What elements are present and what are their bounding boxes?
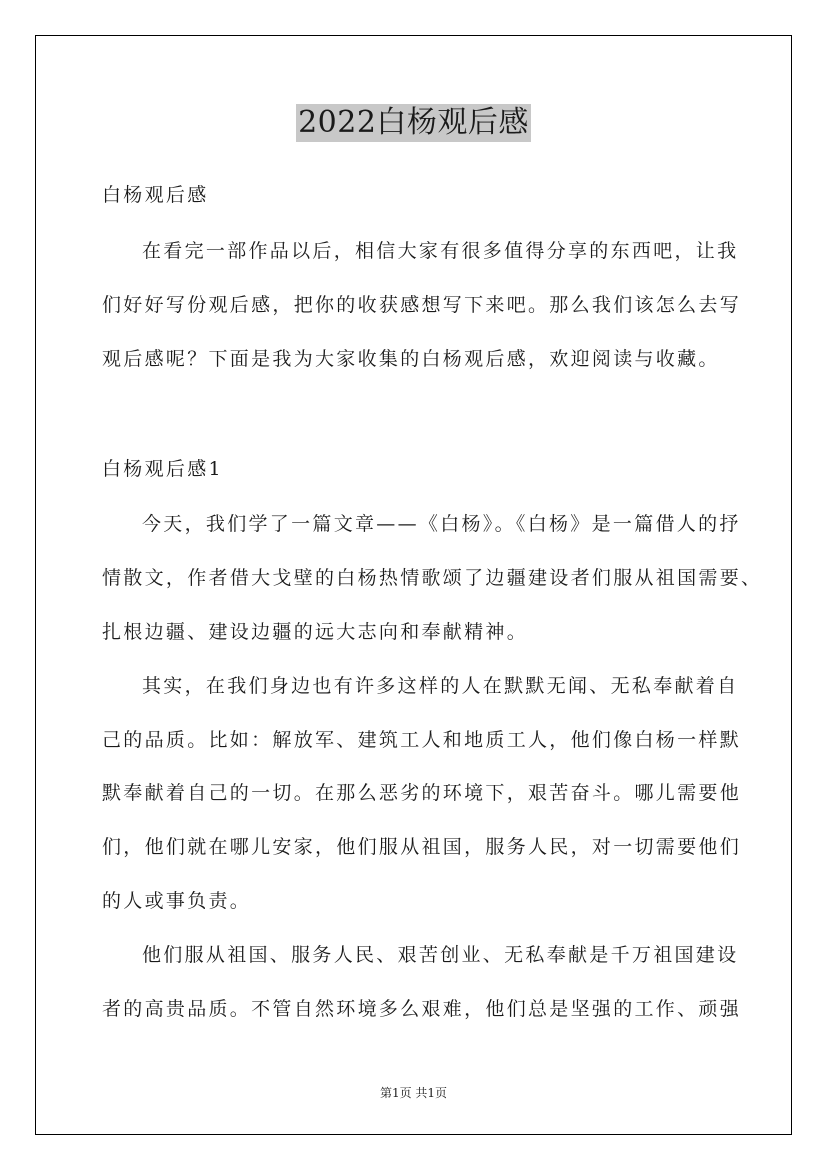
- section-heading: 白杨观后感1: [102, 458, 223, 480]
- page-footer: 第1页 共1页: [379, 1086, 448, 1100]
- document-title: 2022白杨观后感: [298, 105, 529, 140]
- intro-line: 观后感呢？下面是我为大家收集的白杨观后感，欢迎阅读与收藏。: [102, 348, 720, 370]
- title-container: [0, 104, 827, 142]
- body-line: 今天，我们学了一篇文章——《白杨》。《白杨》是一篇借人的抒: [142, 513, 741, 535]
- body-line: 其实，在我们身边也有许多这样的人在默默无闻、无私奉献着自: [142, 675, 739, 697]
- body-line: 默奉献着自己的一切。在那么恶劣的环境下，艰苦奋斗。哪儿需要他: [102, 782, 742, 804]
- intro-line: 在看完一部作品以后，相信大家有很多值得分享的东西吧，让我: [142, 240, 739, 262]
- body-line: 扎根边疆、建设边疆的远大志向和奉献精神。: [102, 621, 529, 643]
- body-line: 己的品质。比如：解放军、建筑工人和地质工人，他们像白杨一样默: [102, 729, 742, 751]
- body-line: 情散文，作者借大戈壁的白杨热情歌颂了边疆建设者们服从祖国需要、: [102, 567, 763, 589]
- subtitle: 白杨观后感: [102, 184, 209, 206]
- body-line: 们，他们就在哪儿安家，他们服从祖国，服务人民，对一切需要他们: [102, 836, 742, 858]
- body-line: 他们服从祖国、服务人民、艰苦创业、无私奉献是千万祖国建设: [142, 944, 739, 966]
- intro-line: 们好好写份观后感，把你的收获感想写下来吧。那么我们该怎么去写: [102, 294, 742, 316]
- body-line: 的人或事负责。: [102, 890, 252, 912]
- body-line: 者的高贵品质。不管自然环境多么艰难，他们总是坚强的工作、顽强: [102, 998, 742, 1020]
